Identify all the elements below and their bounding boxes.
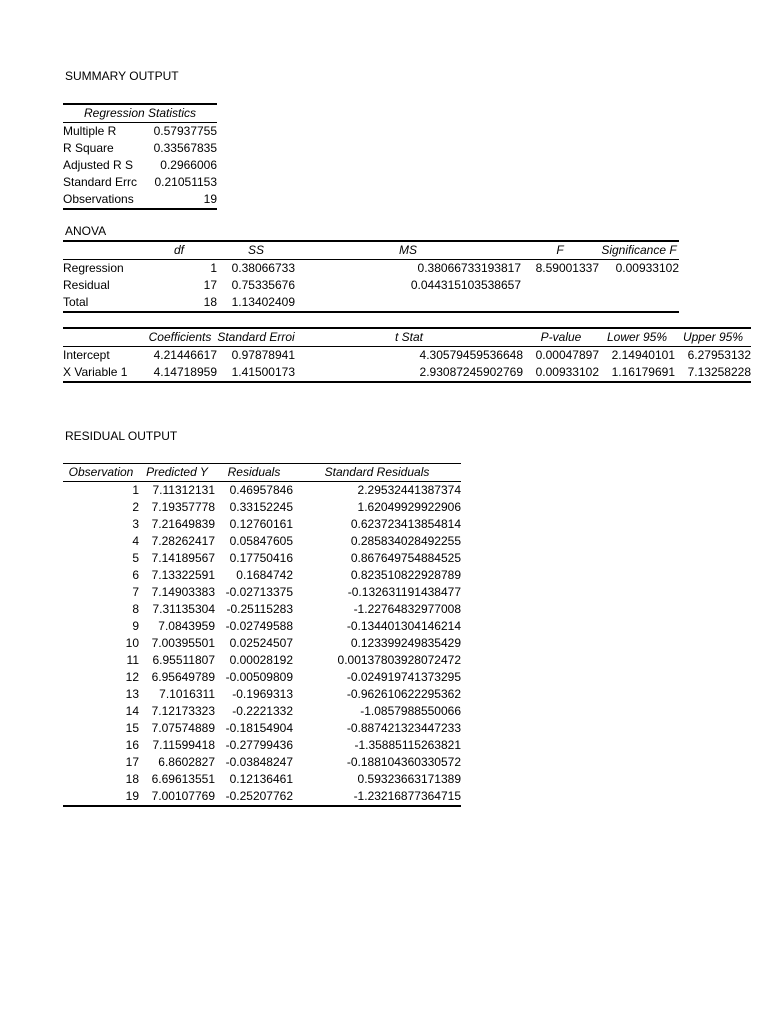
table-cell (599, 294, 679, 312)
column-header: Significance F (599, 241, 679, 260)
table-cell: 0.33152245 (229, 500, 293, 514)
table-cell: 4.30579459536648 (419, 348, 523, 362)
residual-row (63, 601, 461, 618)
table-cell: 7.28262417 (151, 534, 215, 548)
table-cell: -0.132631191438477 (347, 585, 461, 599)
table-cell: 2.93087245902769 (295, 364, 523, 382)
table-cell: 7.0843959 (158, 619, 215, 633)
table-cell: 1.41500173 (217, 364, 295, 382)
table-cell: 7.11599418 (152, 738, 215, 752)
residual-row (63, 516, 461, 533)
residual-output-table (63, 463, 461, 807)
table-cell: 0.00028192 (229, 653, 293, 667)
regression-statistics-header: Regression Statistics (63, 104, 217, 123)
table-cell: 5 (132, 551, 139, 565)
residual-row (63, 499, 461, 516)
anova-table (63, 240, 679, 313)
table-cell: 7.00395501 (151, 636, 215, 650)
table-cell: 19 (63, 788, 139, 806)
residual-row (63, 618, 461, 635)
table-cell: -0.887421323447233 (346, 721, 461, 735)
column-header: Upper 95% (675, 328, 751, 347)
table-cell: -0.00509809 (225, 670, 293, 684)
table-cell: -1.0857988550066 (360, 704, 461, 718)
table-cell: 2.14940101 (611, 348, 675, 362)
coefficients-row (63, 364, 751, 382)
residual-output-title: RESIDUAL OUTPUT (65, 429, 178, 443)
table-cell: 7.07574889 (151, 721, 215, 735)
residual-row (63, 482, 461, 500)
table-cell: 0.123399249835429 (350, 636, 461, 650)
table-cell: 8 (132, 602, 139, 616)
table-cell: 8.59001337 (535, 261, 599, 275)
table-cell: 0.00137803928072472 (337, 653, 461, 667)
table-cell: 7.14189567 (151, 551, 215, 565)
stat-value: 0.33567835 (153, 141, 218, 155)
residual-row (63, 788, 461, 806)
anova-body (63, 260, 679, 313)
table-cell: 0.38066733 (231, 261, 295, 275)
column-header (63, 328, 143, 347)
table-cell: 1.16179691 (599, 364, 675, 382)
table-cell: 1.62049929922906 (357, 500, 461, 514)
residual-row (63, 771, 461, 788)
table-cell: -0.18154904 (225, 721, 293, 735)
table-cell: 0.623723413854814 (350, 517, 461, 531)
table-cell: 1 (132, 483, 139, 497)
table-cell: 0.17750416 (229, 551, 293, 565)
table-cell: 0.1684742 (236, 568, 293, 582)
table-cell: 18 (141, 294, 217, 312)
table-cell: 0.75335676 (231, 278, 295, 292)
table-cell: 0.59323663171389 (357, 772, 461, 786)
table-cell: 0.46957846 (229, 483, 293, 497)
table-cell: -0.02713375 (225, 585, 293, 599)
coefficients-body (63, 347, 751, 383)
table-cell: 7.11312131 (152, 483, 215, 497)
table-cell: 1.13402409 (217, 294, 295, 312)
table-cell: 2.29532441387374 (357, 483, 461, 497)
table-cell: 7 (132, 585, 139, 599)
table-cell: 17 (203, 278, 217, 292)
table-cell: 0.867649754884525 (350, 551, 461, 565)
table-cell: X Variable 1 (63, 364, 143, 382)
table-cell: 6.95511807 (152, 653, 215, 667)
table-cell: -0.25115283 (226, 602, 293, 616)
regression-statistics-row (63, 157, 217, 174)
column-header: Observation (63, 464, 139, 482)
table-cell: 11 (126, 653, 139, 667)
table-cell: 7.19357778 (151, 500, 215, 514)
anova-row (63, 260, 679, 278)
table-cell: 15 (125, 721, 139, 735)
residual-row (63, 652, 461, 669)
table-cell: 6.8602827 (158, 755, 215, 769)
stat-value: 0.2966006 (160, 158, 218, 172)
table-cell: 0.00933102 (523, 364, 599, 382)
table-cell: 7.14903383 (151, 585, 215, 599)
stat-label: R Square (63, 141, 114, 155)
table-cell: 0.00047897 (535, 348, 599, 362)
column-header: MS (295, 241, 521, 260)
table-cell: 0.38066733193817 (417, 261, 521, 275)
coefficients-row (63, 347, 751, 365)
table-cell: 12 (125, 670, 139, 684)
table-cell: 4 (132, 534, 139, 548)
column-header: t Stat (295, 328, 523, 347)
table-cell (521, 294, 599, 312)
column-header: P-value (523, 328, 599, 347)
table-cell (295, 294, 521, 312)
residual-row (63, 703, 461, 720)
regression-statistics-row (63, 140, 217, 157)
column-header: Standard Erroi (217, 328, 295, 347)
table-cell: 6 (132, 568, 139, 582)
table-cell (521, 277, 599, 294)
table-cell: -0.1969313 (232, 687, 293, 701)
residual-row (63, 635, 461, 652)
table-cell: 0.02524507 (229, 636, 293, 650)
table-cell: -0.188104360330572 (346, 755, 461, 769)
table-cell: 17 (125, 755, 139, 769)
residual-row (63, 669, 461, 686)
table-cell: 7.13322591 (151, 568, 215, 582)
table-cell: 7.13258228 (675, 364, 751, 382)
column-header: F (521, 241, 599, 260)
residual-row (63, 737, 461, 754)
residual-header-row (63, 464, 461, 482)
residual-row (63, 720, 461, 737)
stat-value: 19 (139, 191, 217, 209)
table-cell: 6.69613551 (151, 772, 215, 786)
table-cell: -0.134401304146214 (346, 619, 461, 633)
table-cell: -0.27799436 (225, 738, 293, 752)
table-cell: -0.962610622295362 (346, 687, 461, 701)
residual-row (63, 550, 461, 567)
table-cell: 13 (125, 687, 139, 701)
table-cell: 0.044315103538657 (410, 278, 521, 292)
table-cell: 7.31135304 (152, 602, 215, 616)
table-cell: 3 (132, 517, 139, 531)
table-cell: Regression (63, 261, 124, 275)
stat-label: Multiple R (63, 124, 117, 138)
residual-row (63, 686, 461, 703)
anova-header-row (63, 241, 679, 260)
table-cell: -1.23216877364715 (293, 788, 461, 806)
regression-statistics-table (63, 103, 217, 210)
table-cell: -0.25207762 (215, 788, 293, 806)
anova-row (63, 294, 679, 312)
table-cell: -1.22764832977008 (353, 602, 461, 616)
table-cell: 9 (132, 619, 139, 633)
stat-value: 0.21051153 (154, 175, 218, 189)
table-cell: 10 (125, 636, 139, 650)
table-cell: 7.1016311 (159, 687, 215, 701)
table-cell: 0.00933102 (615, 261, 679, 275)
coefficients-header-row (63, 328, 751, 347)
residual-row (63, 567, 461, 584)
column-header: df (141, 241, 217, 260)
table-cell: -1.35885115263821 (354, 738, 461, 752)
regression-statistics-body (63, 123, 217, 210)
table-cell: 4.21446617 (153, 348, 217, 362)
table-cell: Intercept (63, 348, 110, 362)
anova-row (63, 277, 679, 294)
table-cell: 6.27953132 (687, 348, 751, 362)
table-cell: 14 (125, 704, 139, 718)
summary-title: SUMMARY OUTPUT (65, 69, 179, 83)
table-cell: -0.2221332 (232, 704, 293, 718)
column-header: Predicted Y (139, 464, 215, 482)
stat-label: Adjusted R S (63, 158, 134, 172)
table-cell: 7.12173323 (151, 704, 215, 718)
table-cell: 16 (125, 738, 139, 752)
table-cell (599, 277, 679, 294)
table-cell: -0.03848247 (225, 755, 293, 769)
table-cell: 7.00107769 (139, 788, 215, 806)
table-cell: 0.285834028492255 (350, 534, 461, 548)
column-header (63, 241, 141, 260)
anova-title: ANOVA (65, 224, 107, 238)
table-cell: 0.97878941 (231, 348, 295, 362)
table-cell: 18 (125, 772, 139, 786)
residual-row (63, 754, 461, 771)
column-header: Residuals (215, 464, 293, 482)
table-cell: 2 (132, 500, 139, 514)
stat-value: 0.57937755 (153, 124, 218, 138)
table-cell: -0.02749588 (225, 619, 293, 633)
column-header: Standard Residuals (293, 464, 461, 482)
table-cell: 6.95649789 (151, 670, 215, 684)
table-cell: -0.024919741373295 (346, 670, 461, 684)
table-cell: Total (63, 294, 141, 312)
coefficients-table (63, 327, 751, 383)
table-cell: 1 (210, 261, 217, 275)
residual-body (63, 482, 461, 807)
stat-label: Observations (63, 191, 139, 209)
column-header: SS (217, 241, 295, 260)
regression-statistics-row (63, 123, 217, 141)
regression-statistics-row (63, 191, 217, 209)
table-cell: 4.14718959 (143, 364, 217, 382)
table-cell: 7.21649839 (151, 517, 215, 531)
table-cell: 0.05847605 (229, 534, 293, 548)
stat-label: Standard Errc (63, 175, 138, 189)
table-cell: 0.823510822928789 (350, 568, 461, 582)
regression-statistics-row (63, 174, 217, 191)
table-cell: 0.12760161 (229, 517, 293, 531)
table-cell: Residual (63, 278, 110, 292)
residual-row (63, 584, 461, 601)
column-header: Coefficients (143, 328, 217, 347)
residual-row (63, 533, 461, 550)
column-header: Lower 95% (599, 328, 675, 347)
table-cell: 0.12136461 (229, 772, 293, 786)
